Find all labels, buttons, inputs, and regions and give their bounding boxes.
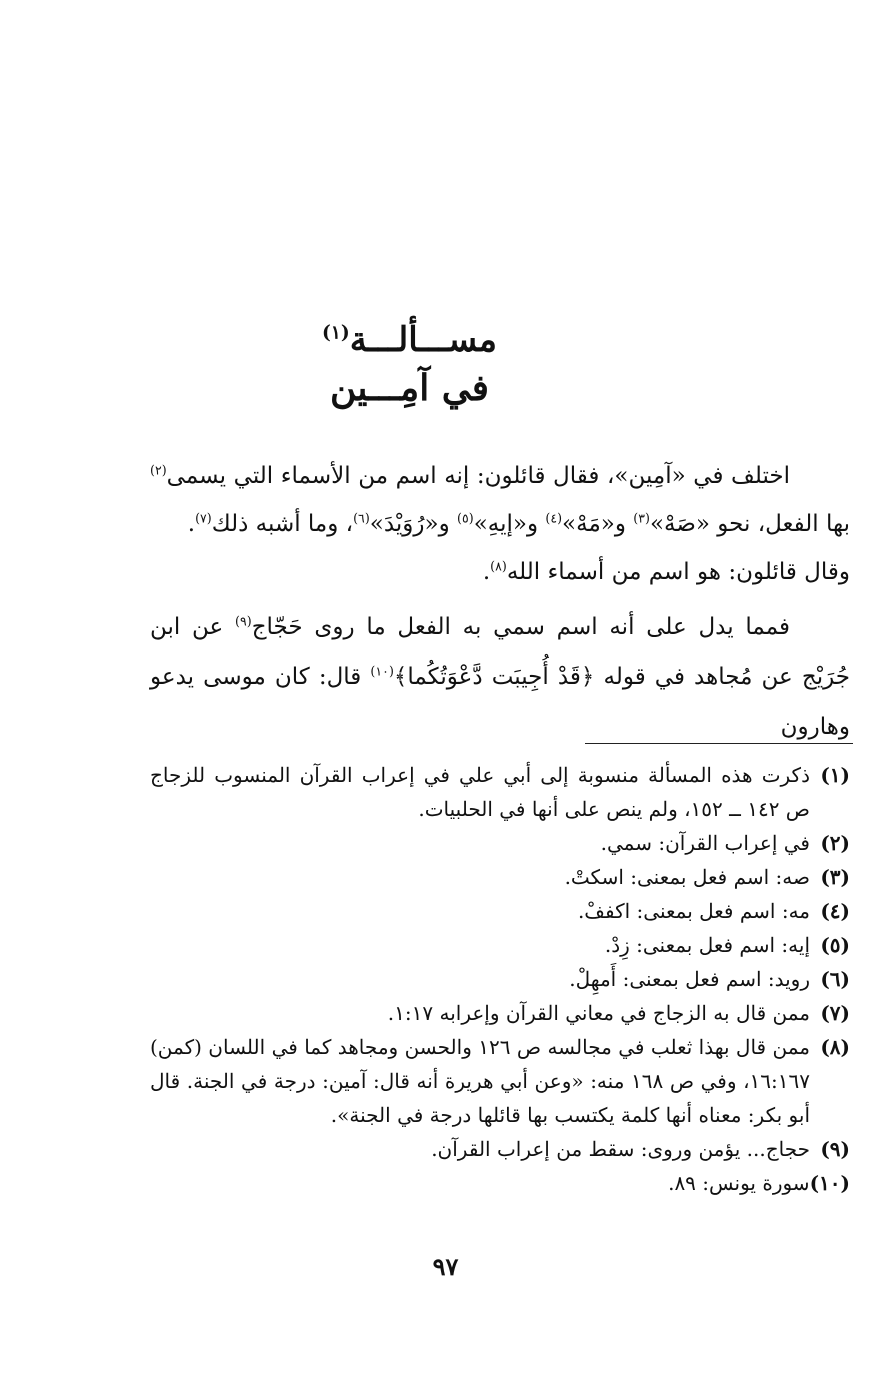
paragraph-2 <box>150 602 850 752</box>
heading-title: مســـألـــة <box>349 320 497 360</box>
section-subheading <box>0 366 855 410</box>
footnote-text: حجاج... يؤمن وروى: سقط من إعراب القرآن. <box>431 1137 810 1161</box>
footnote-ref: (٩) <box>235 613 252 629</box>
text-span: فمما يدل على أنه اسم سمي به الفعل ما روى حَجّاج <box>251 614 790 640</box>
footnote-text: رويد: اسم فعل بمعنى: أَمهِلْ. <box>569 967 810 991</box>
footnote-item <box>150 894 850 928</box>
footnote-number: (١) <box>820 763 850 787</box>
paragraph-1-line-2 <box>150 548 850 596</box>
footnote-number: (٦) <box>820 967 850 991</box>
footnote-ref: (٥) <box>457 510 474 526</box>
footnote-ref: (١٠) <box>370 663 394 679</box>
footnote-ref: (١) <box>322 321 350 344</box>
footnote-number: (٢) <box>820 831 850 855</box>
text-span: عن ابن جُرَيْج عن مُجاهد في قوله ﴿قَدْ أُجِيبَت دَّعْوَتُكُما﴾ <box>150 614 851 690</box>
footnote-number: (١٠) <box>809 1171 850 1195</box>
footnote-number: (٧) <box>820 1001 850 1025</box>
text-span: . <box>187 511 196 537</box>
footnote-text: صه: اسم فعل بمعنى: اسكتْ. <box>564 865 810 889</box>
footnote-ref: (٣) <box>633 510 650 526</box>
footnote-ref: (٢) <box>150 462 167 478</box>
text-span: . <box>482 559 491 585</box>
footnote-number: (٨) <box>820 1035 850 1059</box>
footnote-ref: (٤) <box>545 510 563 526</box>
footnote-text: ممن قال به الزجاج في معاني القرآن وإعرابه ١:١٧. <box>387 1001 810 1025</box>
footnote-number: (٩) <box>820 1137 850 1161</box>
footnote-item <box>150 860 850 894</box>
paragraph-1 <box>150 452 850 596</box>
footnote-ref: (٨) <box>490 558 507 574</box>
text-span: قال: كان موسى يدعو وهارون <box>150 664 850 740</box>
footnote-text: ممن قال بهذا ثعلب في مجالسه ص ١٢٦ والحسن ومجاهد كما في اللسان (كمن) ١٦:١٦٧، وفي ص ١٦٨ منه: «وعن أبي هريرة أنه قال: آمين: درجة في الجنة. قال أبو بكر: معناه أنها كلمة يكتسب بها قائلها درجة في الجنة». <box>150 1035 810 1127</box>
paragraph-2-text <box>150 602 850 752</box>
footnote-item <box>150 928 850 962</box>
footnote-text: مه: اسم فعل بمعنى: اكففْ. <box>577 899 810 923</box>
footnote-divider <box>585 743 853 744</box>
text-span: وقال قائلون: هو اسم من أسماء الله <box>506 559 850 585</box>
footnote-item <box>150 1132 850 1166</box>
footnote-number: (٥) <box>820 933 850 957</box>
section-heading <box>0 318 855 362</box>
text-span: بها الفعل، نحو «صَهْ» <box>649 511 850 537</box>
footnote-text: في إعراب القرآن: سمي. <box>600 831 810 855</box>
footnote-ref: (٧) <box>195 510 212 526</box>
footnote-item <box>150 758 850 826</box>
footnotes <box>150 758 850 1200</box>
footnote-item <box>150 996 850 1030</box>
footnote-number: (٤) <box>820 899 850 923</box>
footnote-number: (٣) <box>820 865 850 889</box>
footnote-ref: (٦) <box>353 510 370 526</box>
text-span: و«رُوَيْدَ» <box>369 511 458 537</box>
paragraph-1-line-1 <box>150 452 850 548</box>
footnote-item <box>150 1030 850 1132</box>
footnote-text: سورة يونس: ٨٩. <box>668 1171 810 1195</box>
page-number: ٩٧ <box>432 1252 459 1281</box>
footnote-text: إيه: اسم فعل بمعنى: زِدْ. <box>604 933 810 957</box>
text-span: ، وما أشبه ذلك <box>211 511 354 537</box>
footnote-item <box>150 962 850 996</box>
subheading-title: في آمِـــين <box>330 367 489 409</box>
text-span: و«إيهِ» <box>473 511 546 537</box>
footnote-text: ذكرت هذه المسألة منسوبة إلى أبي علي في إعراب القرآن المنسوب للزجاج ص ١٤٢ ــ ١٥٢، ولم ينص على أنها في الحلبيات. <box>150 763 810 821</box>
text-span: و«مَهْ» <box>562 511 634 537</box>
text-span: اختلف في «آمِين»، فقال قائلون: إنه اسم من الأسماء التي يسمى <box>166 463 790 489</box>
footnote-item <box>150 826 850 860</box>
footnote-item <box>150 1166 850 1200</box>
